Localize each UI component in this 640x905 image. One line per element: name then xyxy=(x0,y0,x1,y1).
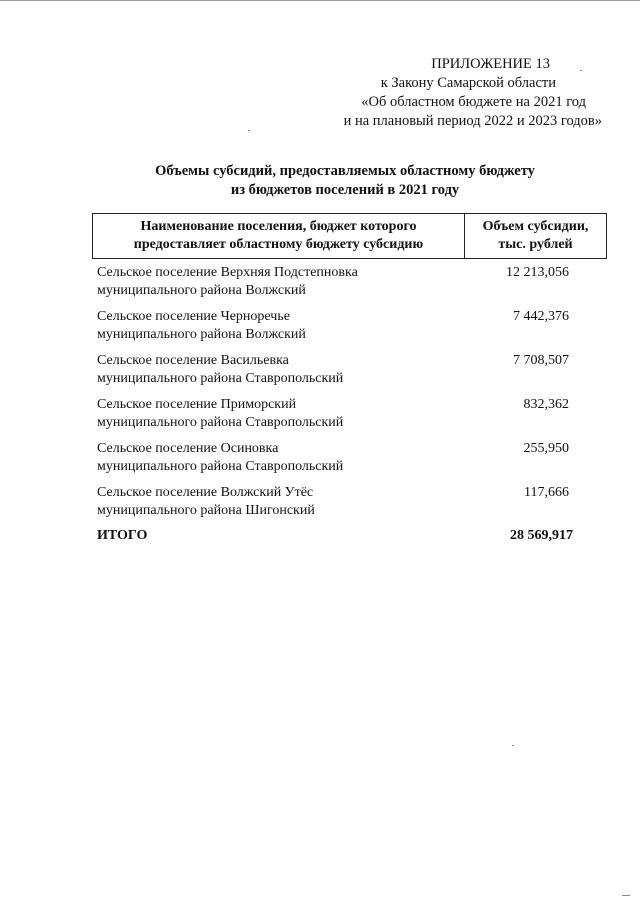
settlement-name-line-2: муниципального района Волжский xyxy=(97,327,306,342)
total-label: ИТОГО xyxy=(97,528,148,543)
subsidy-table xyxy=(92,213,607,564)
subsidy-value: 12 213,056 xyxy=(506,265,569,280)
header-vol-line-1: Объем субсидии, xyxy=(482,219,589,234)
scan-edge-line xyxy=(0,0,640,4)
annex-law-ref: к Закону Самарской области xyxy=(380,75,556,91)
header-name-line-2: предоставляет областному бюджету субсидию xyxy=(133,237,424,252)
subsidy-value: 117,666 xyxy=(524,485,569,500)
settlement-name-line-1: Сельское поселение Осиновка xyxy=(97,441,279,456)
subsidy-value: 7 442,376 xyxy=(513,309,569,324)
title-line-1: Объемы субсидий, предоставляемых областному бюджету xyxy=(155,163,535,179)
scan-speck xyxy=(622,895,630,896)
settlement-name-line-1: Сельское поселение Верхняя Подстепновка xyxy=(97,265,358,280)
settlement-name xyxy=(92,396,463,433)
header-name-line-1: Наименование поселения, бюджет которого xyxy=(140,219,417,234)
header-subsidy-volume xyxy=(465,214,606,258)
annex-law-title: «Об областном бюджете на 2021 год xyxy=(361,94,586,110)
table-body xyxy=(92,264,607,521)
settlement-name-line-2: муниципального района Волжский xyxy=(97,283,306,298)
scan-speck xyxy=(512,745,514,746)
document-title xyxy=(0,162,640,200)
scan-speck xyxy=(248,130,250,131)
header-vol-line-2: тыс. рублей xyxy=(498,237,573,252)
settlement-name-line-1: Сельское поселение Васильевка xyxy=(97,353,289,368)
total-value: 28 569,917 xyxy=(510,528,573,543)
settlement-name-line-1: Сельское поселение Волжский Утёс xyxy=(97,485,314,500)
header-settlement-name xyxy=(93,214,465,258)
subsidy-value: 255,950 xyxy=(523,441,569,456)
table-header xyxy=(92,213,607,259)
settlement-name-line-1: Сельское поселение Черноречье xyxy=(97,309,290,324)
settlement-name xyxy=(92,352,463,389)
title-line-2: из бюджетов поселений в 2021 году xyxy=(230,182,460,198)
scan-speck xyxy=(580,70,582,71)
annex-law-period: и на плановый период 2022 и 2023 годов» xyxy=(343,113,602,129)
table-row xyxy=(92,352,607,389)
settlement-name xyxy=(92,440,463,477)
settlement-name xyxy=(92,484,463,521)
table-row xyxy=(92,396,607,433)
settlement-name-line-2: муниципального района Шигонский xyxy=(97,503,315,518)
settlement-name-line-1: Сельское поселение Приморский xyxy=(97,397,297,412)
settlement-name-line-2: муниципального района Ставропольский xyxy=(97,415,344,430)
settlement-name xyxy=(92,308,463,345)
annex-header xyxy=(262,55,602,131)
table-total-row xyxy=(92,527,607,564)
settlement-name xyxy=(92,264,463,301)
table-row xyxy=(92,308,607,345)
table-row xyxy=(92,264,607,301)
settlement-name-line-2: муниципального района Ставропольский xyxy=(97,371,344,386)
table-row xyxy=(92,440,607,477)
table-row xyxy=(92,484,607,521)
annex-number: ПРИЛОЖЕНИЕ 13 xyxy=(431,56,550,72)
settlement-name-line-2: муниципального района Ставропольский xyxy=(97,459,344,474)
subsidy-value: 7 708,507 xyxy=(513,353,569,368)
subsidy-value: 832,362 xyxy=(523,397,569,412)
